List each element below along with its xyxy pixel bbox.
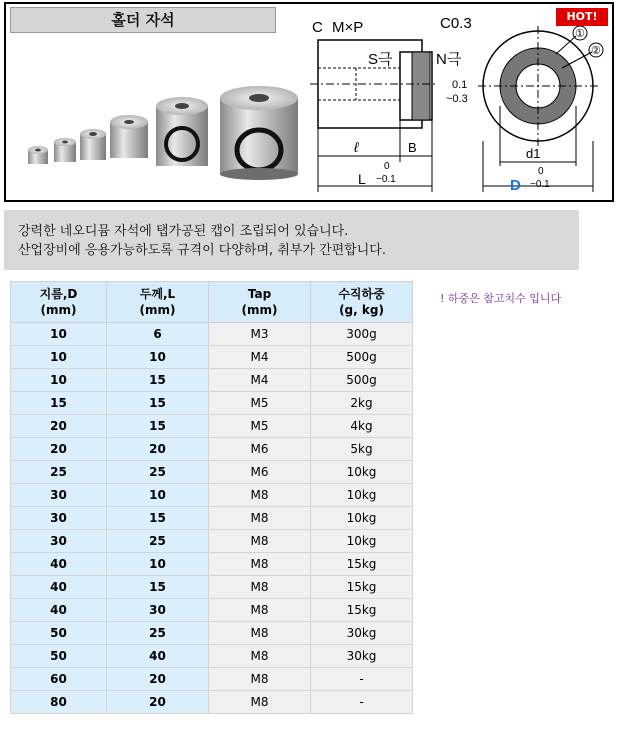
cell-diameter: 80 <box>11 691 107 714</box>
table-row <box>11 576 413 599</box>
cell-diameter: 25 <box>11 461 107 484</box>
hot-badge: HOT! <box>556 8 608 26</box>
table-row <box>11 346 413 369</box>
cell-thickness: 20 <box>107 668 209 691</box>
cell-thickness: 20 <box>107 691 209 714</box>
dim-L-tol-bot: −0.1 <box>376 174 396 185</box>
cell-load: 10kg <box>311 461 413 484</box>
cell-thickness: 15 <box>107 415 209 438</box>
cell-load: 4kg <box>311 415 413 438</box>
table-row <box>11 645 413 668</box>
cell-thickness: 10 <box>107 484 209 507</box>
cell-diameter: 20 <box>11 415 107 438</box>
header-thickness: 두께,L (mm) <box>107 282 209 323</box>
cell-tap: M8 <box>209 507 311 530</box>
cell-thickness: 40 <box>107 645 209 668</box>
dim-D-tol-bot: −0.1 <box>530 179 550 190</box>
cell-thickness: 25 <box>107 622 209 645</box>
drawing-tol-bot: ~0.3 <box>446 93 468 105</box>
magnet-4 <box>110 115 148 158</box>
cell-tap: M8 <box>209 530 311 553</box>
cell-thickness: 10 <box>107 553 209 576</box>
cell-thickness: 25 <box>107 461 209 484</box>
cell-load: 30kg <box>311 622 413 645</box>
table-row <box>11 668 413 691</box>
cell-load: 30kg <box>311 645 413 668</box>
magnet-5 <box>156 97 208 166</box>
magnet-insert <box>412 52 430 120</box>
cell-tap: M5 <box>209 415 311 438</box>
cell-tap: M6 <box>209 438 311 461</box>
drawing-n-pole-label: N극 <box>436 51 462 68</box>
cell-diameter: 30 <box>11 507 107 530</box>
cell-load: 2kg <box>311 392 413 415</box>
cell-diameter: 40 <box>11 599 107 622</box>
table-header-row <box>11 282 413 323</box>
magnet-6 <box>220 86 298 180</box>
table-row <box>11 622 413 645</box>
cell-load: 10kg <box>311 507 413 530</box>
drawing-thread-label: M×P <box>332 19 364 36</box>
table-row <box>11 323 413 346</box>
cell-diameter: 20 <box>11 438 107 461</box>
cell-tap: M8 <box>209 668 311 691</box>
cell-load: - <box>311 691 413 714</box>
drawing-c-label: C <box>312 19 323 36</box>
header-tap: Tap (mm) <box>209 282 311 323</box>
cell-tap: M4 <box>209 346 311 369</box>
dim-d1: d1 <box>526 146 541 161</box>
cell-thickness: 6 <box>107 323 209 346</box>
drawing-tol-top: 0.1 <box>452 79 468 91</box>
header-diameter: 지름,D (mm) <box>11 282 107 323</box>
cell-diameter: 30 <box>11 530 107 553</box>
magnet-1 <box>28 146 48 164</box>
table-row <box>11 484 413 507</box>
cell-tap: M6 <box>209 461 311 484</box>
dim-D: D <box>510 177 521 194</box>
cell-tap: M8 <box>209 576 311 599</box>
table-row <box>11 392 413 415</box>
table-row <box>11 369 413 392</box>
dim-L-tol-top: 0 <box>384 161 390 172</box>
callout-1: ① <box>575 28 585 40</box>
table-row <box>11 553 413 576</box>
table-row <box>11 691 413 714</box>
cell-diameter: 15 <box>11 392 107 415</box>
table-row <box>11 461 413 484</box>
magnet-3 <box>80 129 106 160</box>
cell-diameter: 50 <box>11 645 107 668</box>
cell-load: 500g <box>311 369 413 392</box>
cell-tap: M8 <box>209 622 311 645</box>
cell-tap: M8 <box>209 599 311 622</box>
dim-l: ℓ <box>354 139 359 155</box>
drawing-s-pole-label: S극 <box>368 51 393 68</box>
spec-table <box>10 281 413 714</box>
cell-thickness: 30 <box>107 599 209 622</box>
product-description <box>4 210 579 270</box>
cell-load: 15kg <box>311 553 413 576</box>
product-photo <box>10 38 300 196</box>
dim-D-tol-top: 0 <box>538 166 544 177</box>
cell-tap: M3 <box>209 323 311 346</box>
cell-load: 500g <box>311 346 413 369</box>
header-load: 수직하중 (g, kg) <box>311 282 413 323</box>
table-row <box>11 507 413 530</box>
cell-tap: M8 <box>209 645 311 668</box>
cell-thickness: 15 <box>107 392 209 415</box>
cell-load: 10kg <box>311 484 413 507</box>
dim-L: L <box>358 171 366 187</box>
cell-load: - <box>311 668 413 691</box>
cell-tap: M5 <box>209 392 311 415</box>
cell-diameter: 50 <box>11 622 107 645</box>
magnet-2 <box>54 138 76 162</box>
table-row <box>11 530 413 553</box>
cell-thickness: 10 <box>107 346 209 369</box>
cell-load: 300g <box>311 323 413 346</box>
cell-tap: M8 <box>209 484 311 507</box>
cell-tap: M8 <box>209 553 311 576</box>
callout-2: ② <box>591 45 601 57</box>
cell-load: 15kg <box>311 576 413 599</box>
technical-drawing <box>300 6 610 198</box>
cell-thickness: 15 <box>107 576 209 599</box>
cell-diameter: 10 <box>11 323 107 346</box>
description-line-2: 산업장비에 응용가능하도록 규격이 다양하며, 취부가 간편합니다. <box>18 243 386 258</box>
cell-diameter: 30 <box>11 484 107 507</box>
cell-load: 10kg <box>311 530 413 553</box>
table-row <box>11 599 413 622</box>
cell-thickness: 25 <box>107 530 209 553</box>
cell-diameter: 60 <box>11 668 107 691</box>
cell-load: 15kg <box>311 599 413 622</box>
cell-tap: M4 <box>209 369 311 392</box>
cell-diameter: 40 <box>11 553 107 576</box>
cell-diameter: 40 <box>11 576 107 599</box>
cell-diameter: 10 <box>11 346 107 369</box>
table-row <box>11 415 413 438</box>
cell-diameter: 10 <box>11 369 107 392</box>
table-row <box>11 438 413 461</box>
cell-thickness: 20 <box>107 438 209 461</box>
product-title: 홀더 자석 <box>10 7 276 33</box>
cell-thickness: 15 <box>107 507 209 530</box>
dim-b: B <box>408 140 417 155</box>
cell-load: 5kg <box>311 438 413 461</box>
cell-tap: M8 <box>209 691 311 714</box>
load-note: ! 하중은 참고치수 입니다 <box>440 292 562 305</box>
drawing-chamfer-label: C0.3 <box>440 15 472 32</box>
cell-thickness: 15 <box>107 369 209 392</box>
description-line-1: 강력한 네오디뮴 자석에 탭가공된 캡이 조립되어 있습니다. <box>18 224 349 239</box>
